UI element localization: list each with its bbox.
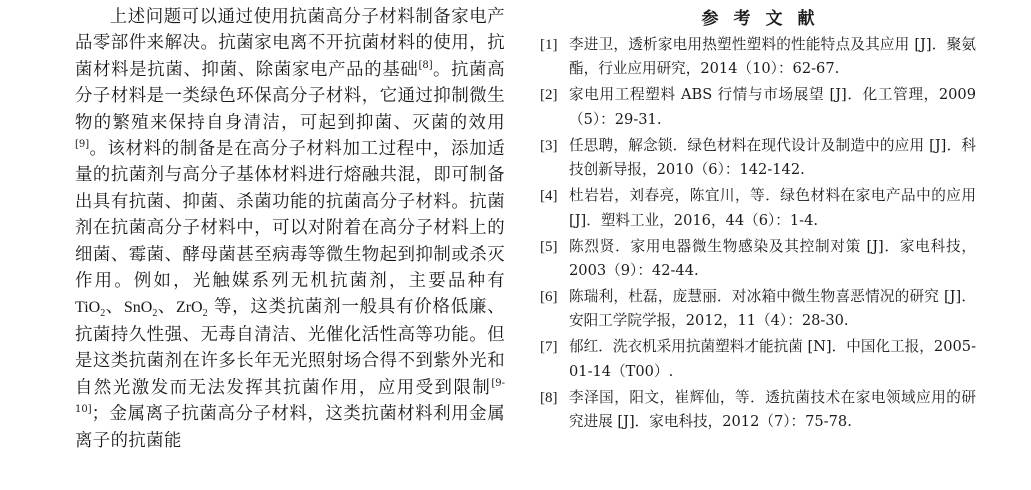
reference-text: 陈瑞利，杜磊，庞慧丽．对冰箱中微生物喜恶情况的研究 [J]．安阳工学院学报，2012，11（4）：28-30. <box>569 288 976 330</box>
reference-list <box>540 33 976 435</box>
reference-text: 郁红．洗衣机采用抗菌塑料才能抗菌 [N]．中国化工报，2005-01-14（T00）. <box>569 338 976 380</box>
reference-item-7 <box>540 335 976 384</box>
citation-marker: [8] <box>418 60 433 72</box>
references-section <box>540 6 976 436</box>
reference-number: [6] <box>540 289 558 306</box>
reference-item-4 <box>540 184 976 233</box>
reference-number: [3] <box>540 137 558 154</box>
chemical-formula-subscript: 2 <box>152 308 158 320</box>
chemical-formula-base: SnO <box>123 299 153 317</box>
references-heading: 参考文献 <box>701 9 830 29</box>
reference-number: [7] <box>540 339 558 356</box>
chemical-formula-sno2 <box>123 299 158 320</box>
reference-item-2 <box>540 83 976 132</box>
reference-text: 李进卫，透析家电用热塑性塑料的性能特点及其应用 [J]．聚氨酯，行业应用研究，2014（10）：62-67. <box>569 36 976 78</box>
reference-item-5 <box>540 235 976 284</box>
body-text-segment: ；金属离子抗菌高分子材料，这类抗菌材料利用金属离子的抗菌能 <box>75 404 505 451</box>
chemical-formula-subscript: 2 <box>202 308 208 320</box>
reference-item-8 <box>540 386 976 435</box>
body-text-segment: 。该材料的制备是在高分子材料加工过程中，添加适量的抗菌剂与高分子基体材料进行熔融共混，即可制备出具有抗菌、抑菌、杀菌功能的抗菌高分子材料。抗菌剂在抗菌高分子材料中，可以对附着在高分子材料上的细菌、霉菌、酵母菌甚至病毒等微生物起到抑制或杀灭作用。例如，光触媒系列无机抗菌剂，主要品种有 <box>75 139 505 292</box>
chemical-formula-base: TiO <box>75 299 101 317</box>
reference-item-6 <box>540 285 976 334</box>
chemical-formula-tio2 <box>75 299 106 320</box>
body-text-segment: 等，这类抗菌剂一般具有价格低廉、抗菌持久性强、无毒自清洁、光催化活性高等功能。但是这类抗菌剂在许多长年无光照射场合得不到紫外光和自然光激发而无法发挥其抗菌作用，应用受到限制 <box>75 297 505 398</box>
reference-number: [1] <box>540 37 558 53</box>
reference-text: 家电用工程塑料 ABS 行情与市场展望 [J]．化工管理，2009（5）：29-31. <box>569 86 976 128</box>
reference-number: [2] <box>540 87 558 104</box>
reference-text: 任思聘，解念锁．绿色材料在现代设计及制造中的应用 [J]．科技创新导报，2010（6）：142-142. <box>569 136 976 179</box>
body-paragraph <box>75 4 505 454</box>
formula-separator: 、 <box>157 297 176 318</box>
reference-number: [4] <box>540 188 558 205</box>
reference-text: 陈烈贤．家用电器微生物感染及其控制对策 [J]．家电科技，2003（9）：42-44. <box>569 237 976 280</box>
reference-item-1 <box>540 33 976 82</box>
citation-marker: [9-10] <box>75 377 505 416</box>
chemical-formula-zro2 <box>175 299 208 320</box>
chemical-formula-subscript: 2 <box>100 308 106 320</box>
body-text-column <box>75 4 505 454</box>
chemical-formula-base: ZrO <box>175 299 203 317</box>
citation-marker: [9] <box>75 139 90 151</box>
body-text-segment: 。抗菌高分子材料是一类绿色环保高分子材料，它通过抑制微生物的繁殖来保持自身清洁，可起到抑菌、灭菌的效用 <box>75 59 505 133</box>
body-text-segment: 上述问题可以通过使用抗菌高分子材料制备家电产品零部件来解决。抗菌家电离不开抗菌材料的使用，抗菌材料是抗菌、抑菌、除菌家电产品的基础 <box>75 7 505 80</box>
reference-number: [5] <box>540 238 558 255</box>
formula-separator: 、 <box>105 297 124 318</box>
reference-text: 李泽国，阳文，崔辉仙，等．透抗菌技术在家电领域应用的研究进展 [J]．家电科技，2012（7）：75-78. <box>569 388 976 431</box>
reference-text: 杜岩岩，刘春亮，陈宜川，等．绿色材料在家电产品中的应用 [J]．塑料工业，2016，44（6）：1-4. <box>569 187 976 229</box>
reference-number: [8] <box>540 389 558 406</box>
reference-item-3 <box>540 134 976 183</box>
